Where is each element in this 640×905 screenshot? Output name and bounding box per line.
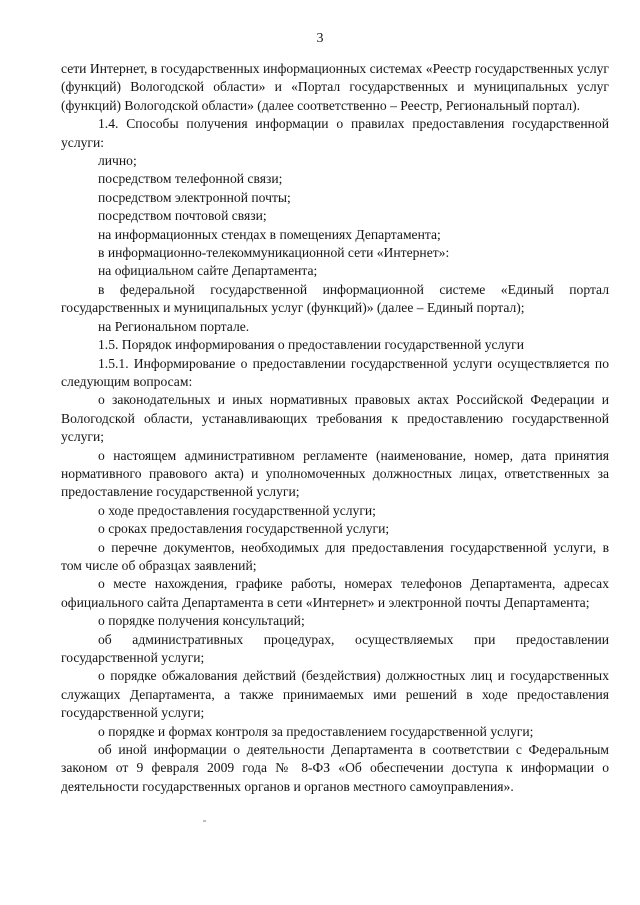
list-item-post: посредством почтовой связи; (98, 208, 267, 224)
list-item-legislation: о законодательных и иных нормативных правовых актах Российской Федерации и Вологодской области, устанавливающих требования к предоставлению государственной услуги; (61, 392, 609, 445)
list-item-phone: посредством телефонной связи; (98, 171, 283, 187)
list-item-consultations: о порядке получения консультаций; (98, 613, 305, 629)
list-item-other-info: об иной информации о деятельности Департамента в соответствии с Федеральным законом от 9 февраля 2009 года № 8-ФЗ «Об обеспечении доступа к информации о деятельности государственных органов и органов местного самоуправления». (61, 742, 609, 794)
scan-artifact (203, 820, 206, 822)
list-item-appeals: о порядке обжалования действий (бездействия) должностных лиц и государственных служащих Департамента, а также принимаемых ими решений в ходе предоставления государственной услуги; (61, 668, 609, 721)
list-item-control: о порядке и формах контроля за предоставлением государственной услуги; (98, 723, 534, 739)
list-item-location: о месте нахождения, графике работы, номерах телефонов Департамента, адресах официального сайта Департамента в сети «Интернет» и электронной почты Департамента; (61, 576, 609, 610)
list-item-progress: о ходе предоставления государственной услуги; (98, 502, 376, 518)
list-item-deadlines: о сроках предоставления государственной услуги; (98, 521, 390, 537)
list-item-documents: о перечне документов, необходимых для предоставления государственной услуги, в том числе об образцах заявлений; (61, 539, 609, 573)
list-item-procedures: об административных процедурах, осуществляемых при предоставлении государственной услуги; (61, 631, 609, 665)
list-item-in-person: лично; (98, 153, 137, 169)
list-item-unified-portal: в федеральной государственной информационной системе «Единый портал государственных и муниципальных услуг (функций)» (далее – Единый портал); (61, 281, 609, 316)
list-item-info-stands: на информационных стендах в помещениях Департамента; (98, 226, 441, 242)
list-item-email: посредством электронной почты; (98, 189, 291, 205)
document-body (61, 60, 609, 796)
paragraph-section-1-4: 1.4. Способы получения информации о правилах предоставления государственной услуги: (61, 116, 609, 150)
list-item-regional-portal: на Региональном портале. (98, 318, 250, 334)
paragraph-section-1-5: 1.5. Порядок информирования о предоставлении государственной услуги (98, 337, 525, 353)
list-item-internet: в информационно-телекоммуникационной сети «Интернет»: (98, 245, 450, 261)
paragraph-internet-registry: сети Интернет, в государственных информационных системах «Реестр государственных услуг (функций) Вологодской области» и «Портал государственных и муниципальных услуг (функций) Вологодской области» (далее соответственно – Реестр, Региональный портал). (61, 61, 609, 113)
page-number: 3 (316, 31, 324, 46)
list-item-official-site: на официальном сайте Департамента; (98, 263, 318, 279)
list-item-regulation: о настоящем административном регламенте (наименование, номер, дата принятия нормативного правового акта) и уполномоченных должностных лицах, ответственных за предоставление государственной услуги; (61, 447, 609, 500)
paragraph-section-1-5-1: 1.5.1. Информирование о предоставлении государственной услуги осуществляется по следующим вопросам: (61, 355, 609, 389)
